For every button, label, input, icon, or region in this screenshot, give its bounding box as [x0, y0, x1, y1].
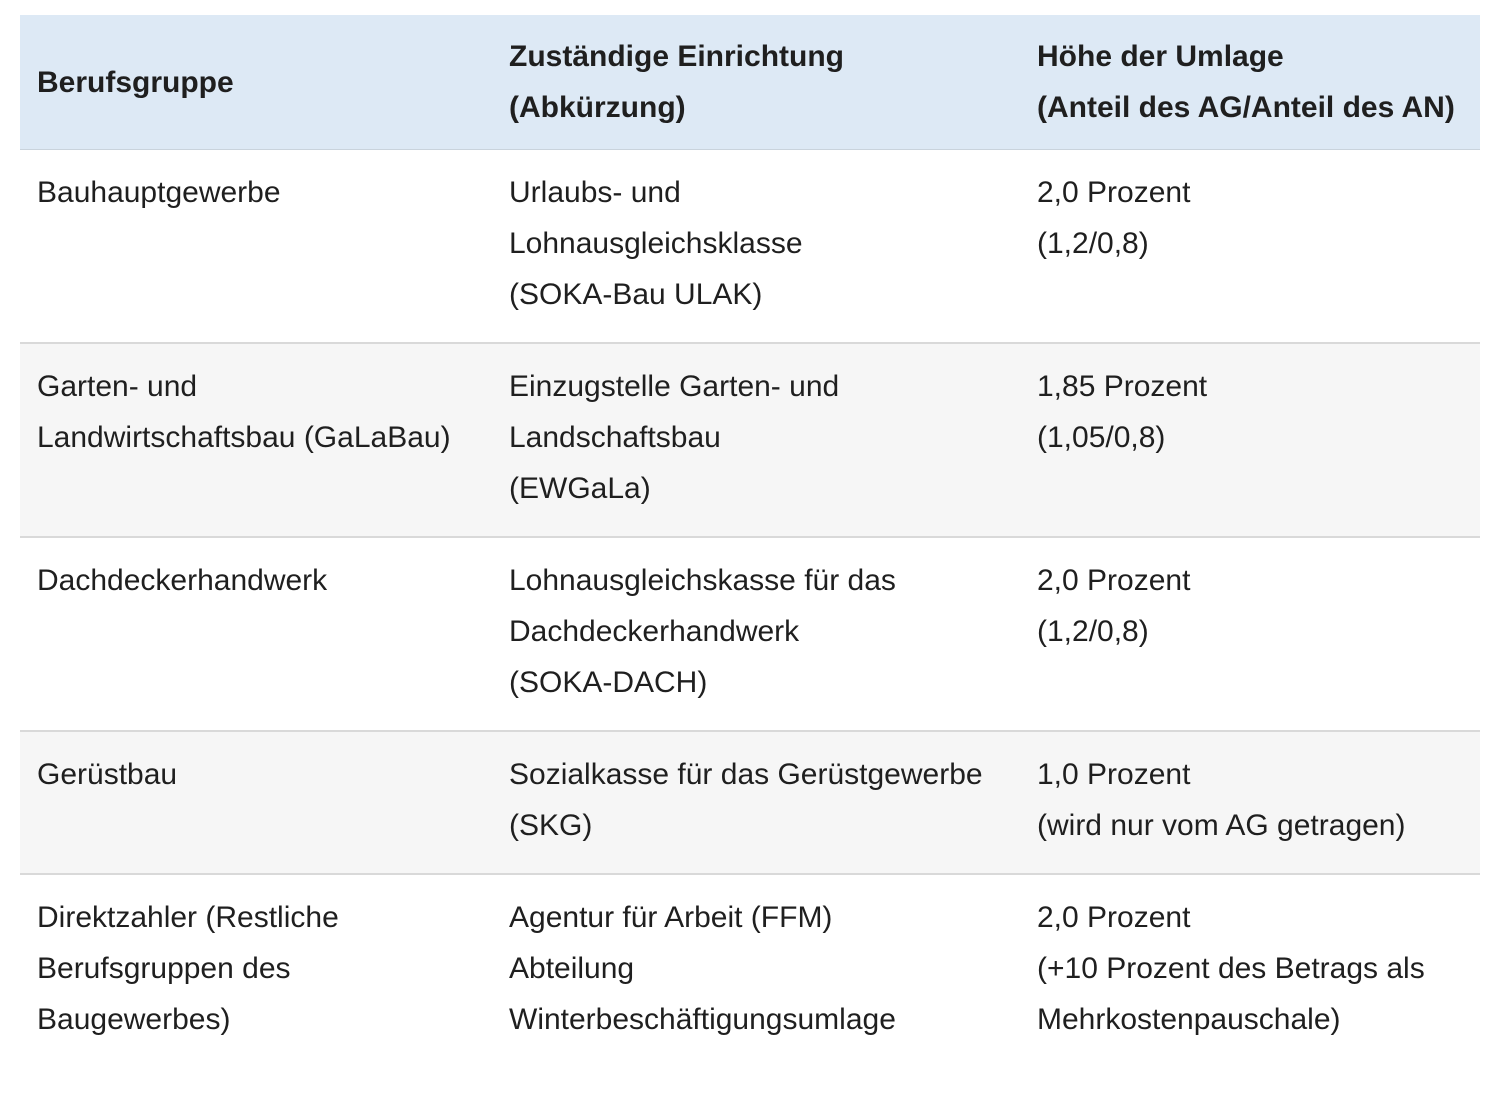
- cell-text: Dachdeckerhandwerk: [37, 564, 328, 597]
- header-text: (Abkürzung): [509, 91, 686, 124]
- cell-text: Abteilung: [509, 952, 635, 985]
- cell-berufsgruppe: [20, 874, 492, 1067]
- table-row: [20, 150, 1480, 344]
- cell-text: Dachdeckerhandwerk: [509, 615, 800, 648]
- table-row: [20, 343, 1480, 537]
- cell-text: (1,2/0,8): [1037, 615, 1149, 648]
- cell-text: 2,0 Prozent: [1037, 901, 1191, 934]
- cell-berufsgruppe: [20, 343, 492, 537]
- cell-text: (SOKA-Bau ULAK): [509, 278, 763, 311]
- cell-text: Bauhauptgewerbe: [37, 176, 281, 209]
- cell-text: Landwirtschaftsbau (GaLaBau): [37, 421, 451, 454]
- cell-einrichtung: [492, 731, 1020, 874]
- cell-text: Baugewerbes): [37, 1003, 231, 1036]
- cell-umlage: [1020, 731, 1480, 874]
- cell-text: Direktzahler (Restliche: [37, 901, 339, 934]
- cell-text: (SKG): [509, 809, 593, 842]
- cell-text: (wird nur vom AG getragen): [1037, 809, 1406, 842]
- cell-text: Gerüstbau: [37, 758, 178, 791]
- cell-text: (1,05/0,8): [1037, 421, 1166, 454]
- cell-text: (+10 Prozent des Betrags als: [1037, 952, 1425, 985]
- cell-text: Agentur für Arbeit (FFM): [509, 901, 833, 934]
- table-row: [20, 537, 1480, 731]
- cell-text: Garten- und: [37, 370, 198, 403]
- cell-text: Mehrkostenpauschale): [1037, 1003, 1341, 1036]
- cell-text: Urlaubs- und: [509, 176, 681, 209]
- cell-einrichtung: [492, 150, 1020, 344]
- cell-text: (SOKA-DACH): [509, 666, 708, 699]
- cell-umlage: [1020, 537, 1480, 731]
- table-header: [20, 15, 1480, 150]
- cell-einrichtung: [492, 343, 1020, 537]
- cell-text: 2,0 Prozent: [1037, 176, 1191, 209]
- header-text: Zuständige Einrichtung: [509, 40, 844, 73]
- cell-text: (1,2/0,8): [1037, 227, 1149, 260]
- umlage-table: [20, 15, 1480, 1067]
- cell-text: Landschaftsbau: [509, 421, 721, 454]
- cell-umlage: [1020, 343, 1480, 537]
- cell-text: 2,0 Prozent: [1037, 564, 1191, 597]
- header-berufsgruppe: [20, 15, 492, 150]
- cell-text: Einzugstelle Garten- und: [509, 370, 840, 403]
- cell-einrichtung: [492, 874, 1020, 1067]
- header-text: Höhe der Umlage: [1037, 40, 1284, 73]
- cell-umlage: [1020, 874, 1480, 1067]
- cell-text: Berufsgruppen des: [37, 952, 291, 985]
- cell-text: 1,0 Prozent: [1037, 758, 1191, 791]
- table-row: [20, 731, 1480, 874]
- header-einrichtung: [492, 15, 1020, 150]
- table-body: [20, 150, 1480, 1068]
- header-row: [20, 15, 1480, 150]
- cell-einrichtung: [492, 537, 1020, 731]
- cell-berufsgruppe: [20, 150, 492, 344]
- cell-text: (EWGaLa): [509, 472, 651, 505]
- cell-text: 1,85 Prozent: [1037, 370, 1208, 403]
- header-text: (Anteil des AG/Anteil des AN): [1037, 91, 1455, 124]
- cell-text: Winterbeschäftigungsumlage: [509, 1003, 896, 1036]
- cell-berufsgruppe: [20, 537, 492, 731]
- cell-text: Sozialkasse für das Gerüstgewerbe: [509, 758, 983, 791]
- cell-umlage: [1020, 150, 1480, 344]
- header-umlage: [1020, 15, 1480, 150]
- cell-text: Lohnausgleichskasse für das: [509, 564, 896, 597]
- cell-text: Lohnausgleichsklasse: [509, 227, 803, 260]
- cell-berufsgruppe: [20, 731, 492, 874]
- table-row: [20, 874, 1480, 1067]
- header-text: Berufsgruppe: [37, 65, 234, 99]
